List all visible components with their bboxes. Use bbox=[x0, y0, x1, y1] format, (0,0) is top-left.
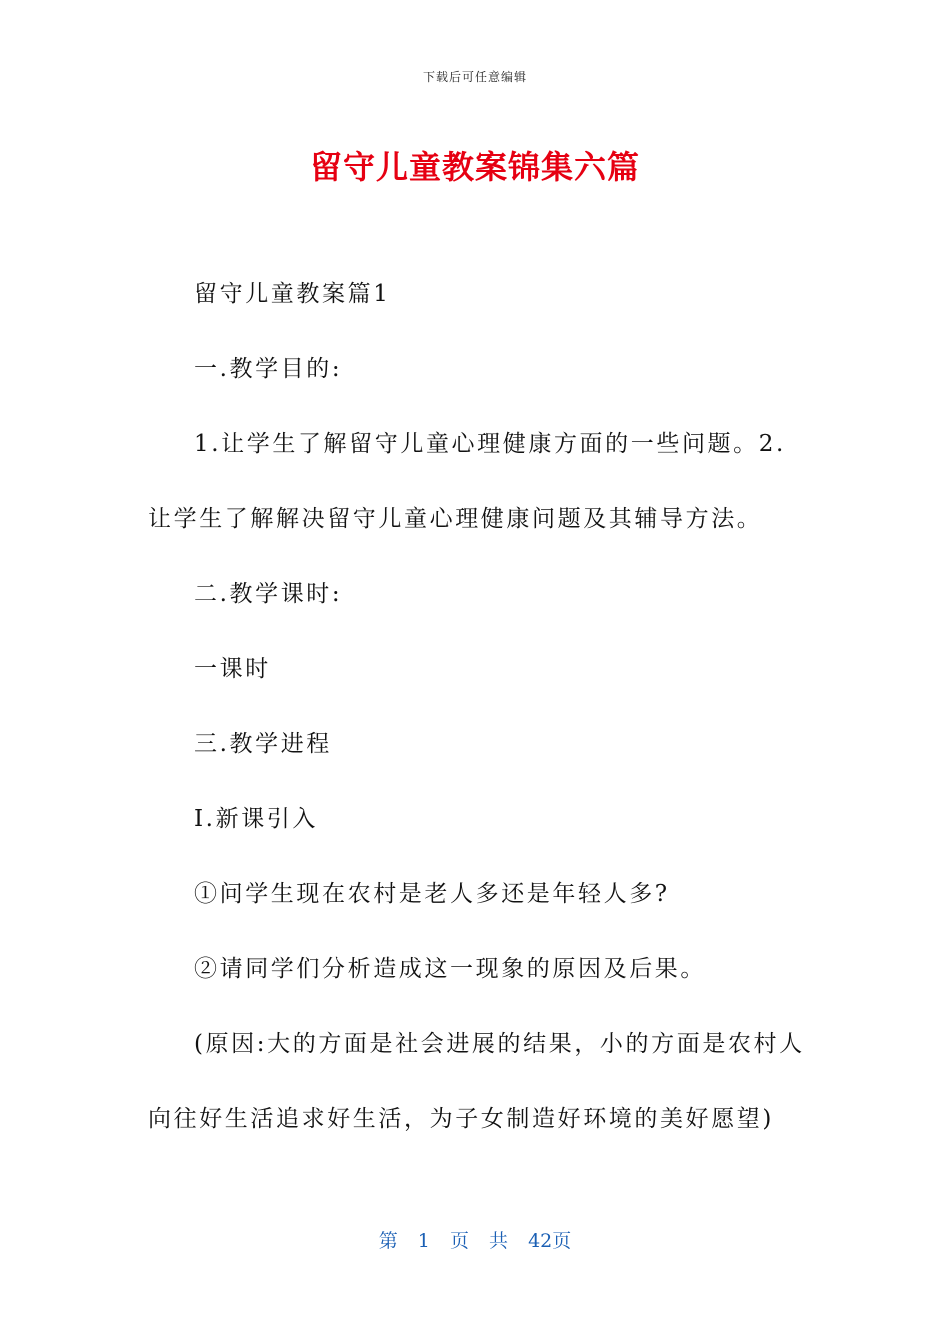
paragraph: 二.教学课时: bbox=[194, 581, 343, 607]
footer-prefix: 第 bbox=[378, 1230, 398, 1252]
paragraph: 一.教学目的: bbox=[194, 356, 343, 382]
paragraph: 三.教学进程 bbox=[194, 731, 332, 757]
paragraph: ①问学生现在农村是老人多还是年轻人多? bbox=[194, 881, 670, 907]
document-body bbox=[148, 276, 808, 1176]
paragraph: (原因:大的方面是社会进展的结果，小的方面是农村人向往好生活追求好生活，为子女制造好环境的美好愿望) bbox=[148, 1031, 805, 1132]
page-number-footer bbox=[0, 1226, 950, 1253]
footer-page-word: 页 bbox=[449, 1230, 469, 1252]
paragraph: ②请同学们分析造成这一现象的原因及后果。 bbox=[194, 956, 706, 982]
paragraph: 一课时 bbox=[194, 656, 271, 682]
footer-total-pages: 42页 bbox=[528, 1230, 572, 1252]
paragraph: Ⅰ.新课引入 bbox=[194, 806, 318, 832]
document-title: 留守儿童教案锦集六篇 bbox=[309, 148, 640, 186]
footer-current-page: 1 bbox=[417, 1230, 430, 1252]
paragraph: 1.让学生了解留守儿童心理健康方面的一些问题。2.让学生了解解决留守儿童心理健康问题及其辅导方法。 bbox=[148, 431, 786, 532]
section-heading: 留守儿童教案篇1 bbox=[194, 281, 391, 307]
footer-total-word: 共 bbox=[489, 1230, 509, 1252]
header-note: 下载后可任意编辑 bbox=[422, 70, 527, 84]
